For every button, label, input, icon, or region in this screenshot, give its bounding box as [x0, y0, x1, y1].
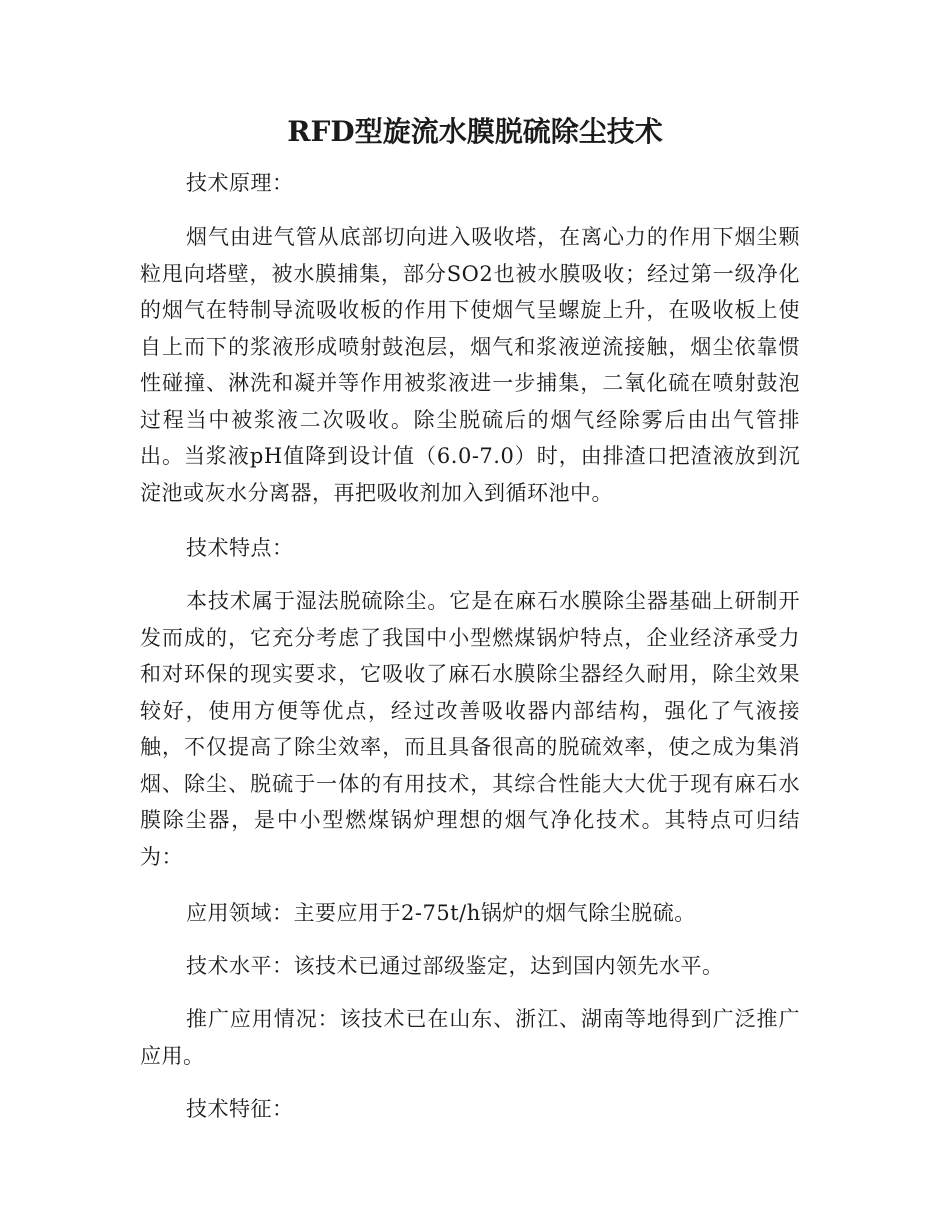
section-principle-label: 技术原理： [186, 171, 294, 195]
section-features-label: 技术特点： [186, 536, 294, 560]
section-characteristics-label: 技术特征： [186, 1097, 294, 1121]
document-title: RFD型旋流水膜脱硫除尘技术 [287, 115, 663, 148]
principle-paragraph: 烟气由进气管从底部切向进入吸收塔，在离心力的作用下烟尘颗粒甩向塔壁，被水膜捕集，部分SO2也被水膜吸收；经过第一级净化的烟气在特制导流吸收板的作用下使烟气呈螺旋上升，在吸收板上使自上而下的浆液形成喷射鼓泡层，烟气和浆液逆流接触，烟尘依靠惯性碰撞、淋洗和凝并等作用被浆液进一步捕集，二氧化硫在喷射鼓泡过程当中被浆液二次吸收。除尘脱硫后的烟气经除雾后由出气管排出。当浆液pH值降到设计值（6.0-7.0）时，由排渣口把渣液放到沉淀池或灰水分离器，再把吸收剂加入到循环池中。 [140, 225, 800, 505]
application-field-paragraph: 应用领域：主要应用于2-75t/h锅炉的烟气除尘脱硫。 [186, 901, 696, 925]
promotion-paragraph: 推广应用情况：该技术已在山东、浙江、湖南等地得到广泛推广应用。 [140, 1007, 800, 1068]
features-paragraph: 本技术属于湿法脱硫除尘。它是在麻石水膜除尘器基础上研制开发而成的，它充分考虑了我国中小型燃煤锅炉特点，企业经济承受力和对环保的现实要求，它吸收了麻石水膜除尘器经久耐用，除尘效果较好，使用方便等优点，经过改善吸收器内部结构，强化了气液接触，不仅提高了除尘效率，而且具备很高的脱硫效率，使之成为集消烟、除尘、脱硫于一体的有用技术，其综合性能大大优于现有麻石水膜除尘器，是中小型燃煤锅炉理想的烟气净化技术。其特点可归结为： [140, 589, 800, 869]
tech-level-paragraph: 技术水平：该技术已通过部级鉴定，达到国内领先水平。 [186, 954, 724, 978]
